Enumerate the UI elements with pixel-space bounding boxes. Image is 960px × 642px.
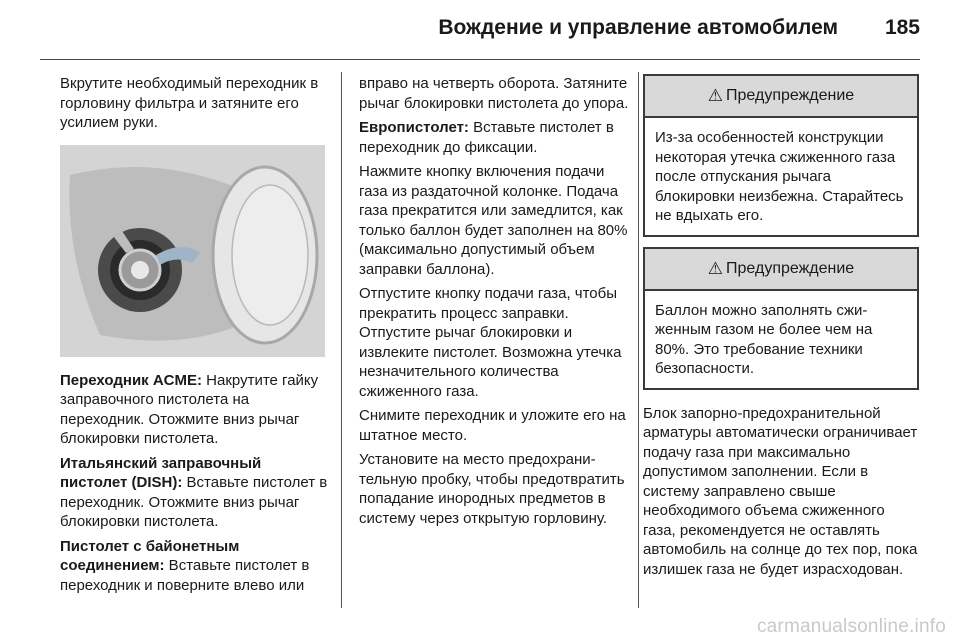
acme-text: Накрутите гайку заправочного пистолета на переходник. Отожмите вниз рычаг блокировки пистолета. bbox=[60, 371, 319, 447]
header-divider bbox=[40, 59, 920, 60]
acme-paragraph bbox=[60, 371, 330, 449]
column-3 bbox=[643, 74, 923, 584]
fuel-filler-illustration bbox=[60, 145, 325, 357]
dish-paragraph bbox=[60, 454, 330, 532]
euro-label: Европистолет: bbox=[359, 119, 469, 136]
page-header bbox=[0, 0, 960, 60]
valve-block-paragraph: Блок запорно-предохранительной арматуры автоматически ограничивает подачу газа при максимально допустимом заполнении. Если в систему заправлено свыше необходимого объема сжиженного газа, рекомендуется не оставлять автомобиль на солнце до тех пор, пока излишек газа не будет израсходован. bbox=[643, 404, 918, 578]
warning-title-1: Предупреждение bbox=[726, 87, 855, 105]
bayonet-paragraph bbox=[60, 537, 330, 596]
page-number: 185 bbox=[884, 16, 920, 39]
gas-button-paragraph: Нажмите кнопку включения подачи газа из раздаточной колонке. Подача газа прекратится или замедлится, как только баллон будет заполнен на 80% (максимально допустимый объем заправки баллона). bbox=[359, 163, 628, 278]
euro-text: Вставьте пистолет в переходник до фиксации. bbox=[359, 119, 614, 156]
column-divider-2 bbox=[638, 72, 639, 608]
warning-text-1: Из-за особенностей конструкции некоторая утечка сжиженного газа после отпускания рычага блокировки неизбежна. Старайтесь не вдыхать его. bbox=[655, 129, 904, 224]
release-paragraph: Отпустите кнопку подачи газа, чтобы прекратить процесс заправки. Отпустите рычаг блокировки и извлеките пистолет. Возможна утечка незначительного количества сжиженного газа. bbox=[359, 285, 622, 400]
column-2 bbox=[359, 74, 629, 533]
warning-text-2: Баллон можно заполнять сжиженным газом не более чем на 80%. Это требование техники безопасности. bbox=[655, 301, 873, 377]
dish-label: Итальянский заправочный пистолет (DISH): bbox=[60, 454, 262, 491]
remove-adapter-paragraph: Снимите переходник и уложите его на штатное место. bbox=[359, 407, 626, 444]
bayonet-text: Вставьте пистолет в переходник и поверните влево или bbox=[60, 557, 310, 594]
watermark: carmanualsonline.info bbox=[756, 616, 946, 637]
paragraph-continuation: вправо на четверть оборота. Затяните рычаг блокировки пистолета до упора. bbox=[359, 75, 629, 112]
warning-title-2: Предупреждение bbox=[726, 259, 855, 277]
intro-paragraph: Вкрутите необходимый переходник в горловину фильтра и затяните его усилием руки. bbox=[60, 75, 319, 131]
warning-box-2 bbox=[643, 247, 919, 390]
column-1 bbox=[60, 74, 330, 600]
bayonet-label: Пистолет с байонетным соединением: bbox=[60, 537, 240, 574]
warning-header-2 bbox=[645, 249, 917, 291]
column-divider-1 bbox=[341, 72, 342, 608]
dish-text: Вставьте пистолет в переходник. Отожмите вниз рычаг блокировки пистолета. bbox=[60, 474, 328, 530]
warning-box-1 bbox=[643, 74, 919, 237]
euro-paragraph bbox=[359, 118, 629, 157]
warning-triangle-icon: ⚠ bbox=[707, 86, 724, 106]
install-plug-paragraph: Установите на место предохранительную пробку, чтобы предотвратить попадание инородных предметов в систему через открытую горловину. bbox=[359, 451, 625, 527]
warning-header-1 bbox=[645, 76, 917, 118]
warning-triangle-icon: ⚠ bbox=[707, 258, 724, 278]
acme-label: Переходник ACME: bbox=[60, 371, 203, 389]
page-title: Вождение и управление автомобилем bbox=[438, 16, 838, 39]
